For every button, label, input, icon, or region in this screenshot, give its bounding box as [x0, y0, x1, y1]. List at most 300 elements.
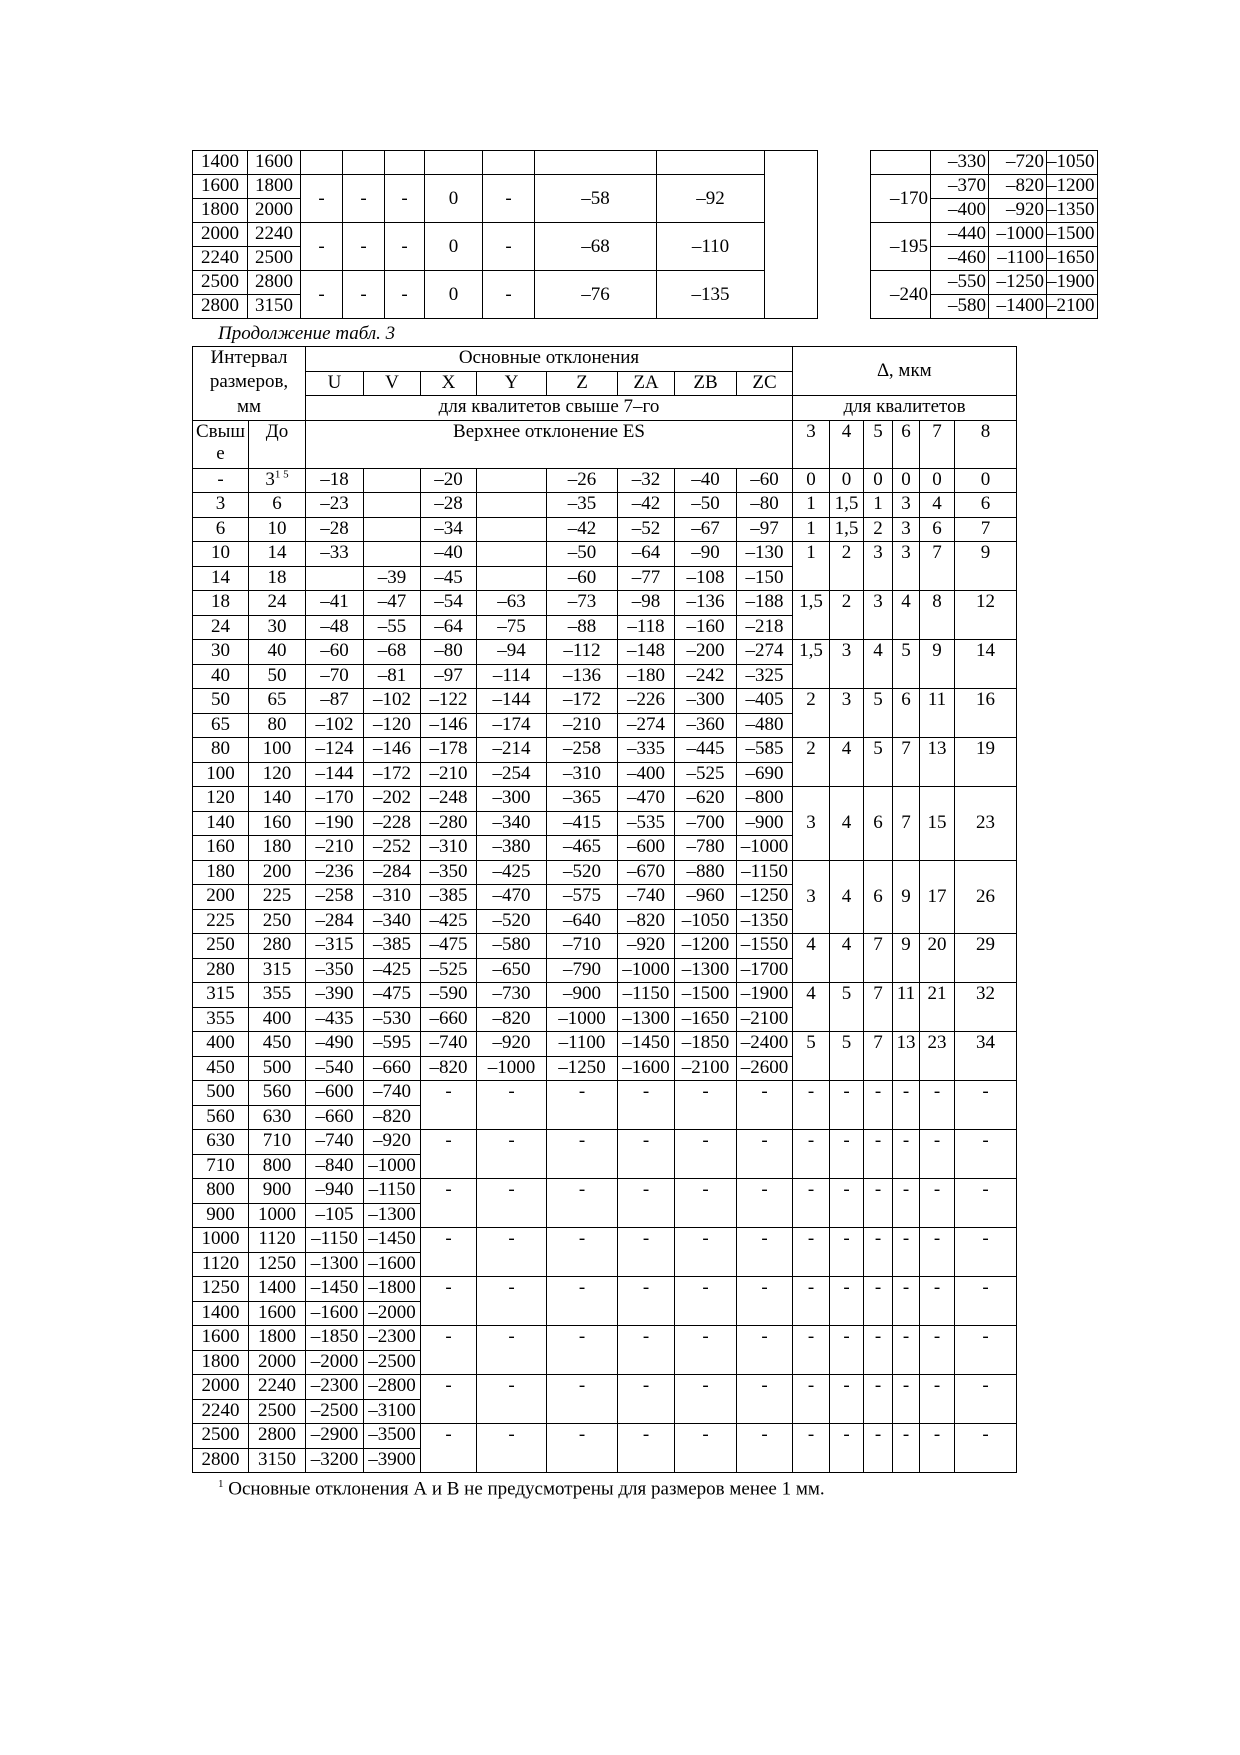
cell-za: –77 — [618, 566, 675, 591]
cell-zb: –1300 — [675, 958, 737, 983]
cell-y: –580 — [477, 934, 547, 959]
cell-zc: –2600 — [737, 1056, 793, 1081]
cell-u: –2000 — [306, 1350, 364, 1375]
dash-cell: - — [955, 1228, 1017, 1277]
cell-x: –350 — [421, 860, 477, 885]
cell-z: –1100 — [547, 1032, 618, 1057]
cell-y: –730 — [477, 983, 547, 1008]
row-to: 500 — [249, 1056, 306, 1081]
delta-grade-5: 5 — [864, 738, 893, 787]
top-gap — [765, 151, 818, 175]
header-upper-es: Верхнее отклонение ES — [306, 420, 793, 468]
dash-cell: - — [793, 1228, 830, 1277]
cell-x: –425 — [421, 909, 477, 934]
cell-u: –740 — [306, 1130, 364, 1155]
delta-grade-4: 2 — [830, 591, 864, 640]
top-from: 2800 — [193, 295, 248, 319]
cell-v: –1150 — [364, 1179, 421, 1204]
top-gap — [765, 247, 818, 271]
delta-grade-6: 4 — [893, 591, 920, 640]
cell-x: –28 — [421, 493, 477, 518]
cell-u: –28 — [306, 517, 364, 542]
top-spacer — [818, 175, 871, 199]
cell-za: –42 — [618, 493, 675, 518]
cell-v: –228 — [364, 811, 421, 836]
table-row — [193, 542, 1017, 567]
delta-grade-3: 3 — [793, 860, 830, 934]
top-cell-v — [343, 151, 385, 175]
top-table-fragment — [192, 150, 1098, 319]
top-cell-x: - — [385, 223, 425, 271]
top-d6: –440 — [931, 223, 989, 247]
dash-cell: - — [955, 1326, 1017, 1375]
cell-zc: –585 — [737, 738, 793, 763]
top-d8: –1900 — [1047, 271, 1098, 295]
delta-grade-6: 9 — [893, 860, 920, 934]
top-cell-y: 0 — [425, 175, 483, 223]
cell-x: –385 — [421, 885, 477, 910]
dash-cell: - — [737, 1277, 793, 1326]
dash-cell: - — [477, 1424, 547, 1473]
cell-y: –254 — [477, 762, 547, 787]
top-cell-y — [425, 151, 483, 175]
cell-zc: –1000 — [737, 836, 793, 861]
top-spacer — [818, 223, 871, 247]
cell-z: –790 — [547, 958, 618, 983]
delta-grade-7: 11 — [920, 689, 955, 738]
cell-zb: –445 — [675, 738, 737, 763]
header-grade-7: 7 — [920, 420, 955, 468]
delta-grade-8: 0 — [955, 468, 1017, 493]
dash-cell: - — [547, 1326, 618, 1375]
cell-za: –600 — [618, 836, 675, 861]
dash-cell: - — [421, 1424, 477, 1473]
cell-v: –1800 — [364, 1277, 421, 1302]
row-from: 100 — [193, 762, 249, 787]
cell-u: –350 — [306, 958, 364, 983]
cell-v: –530 — [364, 1007, 421, 1032]
cell-u: –124 — [306, 738, 364, 763]
top-spacer — [818, 271, 871, 295]
cell-zb: –1500 — [675, 983, 737, 1008]
cell-u: –60 — [306, 640, 364, 665]
cell-u: –70 — [306, 664, 364, 689]
top-gap — [765, 271, 818, 295]
dash-cell: - — [864, 1375, 893, 1424]
top-to: 1800 — [248, 175, 301, 199]
cell-zc: –480 — [737, 713, 793, 738]
cell-zb: –242 — [675, 664, 737, 689]
top-gap — [765, 199, 818, 223]
cell-v: –172 — [364, 762, 421, 787]
cell-z: –136 — [547, 664, 618, 689]
row-to: 1000 — [249, 1203, 306, 1228]
cell-u: –315 — [306, 934, 364, 959]
cell-v: –1450 — [364, 1228, 421, 1253]
cell-zc: –405 — [737, 689, 793, 714]
cell-y: –144 — [477, 689, 547, 714]
row-from: 1600 — [193, 1326, 249, 1351]
table-row — [193, 640, 1017, 665]
table-row — [193, 1326, 1017, 1351]
row-to: 2000 — [249, 1350, 306, 1375]
dash-cell: - — [737, 1326, 793, 1375]
row-to: 2240 — [249, 1375, 306, 1400]
cell-zc: –1350 — [737, 909, 793, 934]
top-cell-u: - — [301, 223, 343, 271]
cell-u: –258 — [306, 885, 364, 910]
delta-grade-5: 7 — [864, 1032, 893, 1081]
cell-z: –575 — [547, 885, 618, 910]
header-letter-za: ZA — [618, 371, 675, 396]
top-d7: –1100 — [989, 247, 1047, 271]
top-d6: –580 — [931, 295, 989, 319]
cell-v: –310 — [364, 885, 421, 910]
cell-zb: –108 — [675, 566, 737, 591]
top-cell-z: - — [483, 271, 535, 319]
top-cell-za: –58 — [535, 175, 657, 223]
delta-grade-6: 3 — [893, 542, 920, 591]
cell-y: –820 — [477, 1007, 547, 1032]
cell-z: –172 — [547, 689, 618, 714]
cell-y: –1000 — [477, 1056, 547, 1081]
cell-v: –3100 — [364, 1399, 421, 1424]
header-interval-text-2: размеров, — [209, 371, 289, 392]
cell-u: –18 — [306, 468, 364, 493]
cell-y — [477, 493, 547, 518]
cell-u: –144 — [306, 762, 364, 787]
top-from: 1600 — [193, 175, 248, 199]
delta-grade-8: 14 — [955, 640, 1017, 689]
row-from: - — [193, 468, 249, 493]
dash-cell: - — [893, 1228, 920, 1277]
cell-v: –475 — [364, 983, 421, 1008]
top-cell-z — [483, 151, 535, 175]
cell-v: –47 — [364, 591, 421, 616]
cell-u: –435 — [306, 1007, 364, 1032]
row-to: 1400 — [249, 1277, 306, 1302]
cell-v: –740 — [364, 1081, 421, 1106]
cell-x: –97 — [421, 664, 477, 689]
cell-x: –20 — [421, 468, 477, 493]
delta-grade-8: 16 — [955, 689, 1017, 738]
cell-zb: –1850 — [675, 1032, 737, 1057]
cell-za: –1600 — [618, 1056, 675, 1081]
cell-v: –660 — [364, 1056, 421, 1081]
cell-zb: –700 — [675, 811, 737, 836]
header-letter-y: Y — [477, 371, 547, 396]
row-to: 2800 — [249, 1424, 306, 1449]
delta-grade-5: 0 — [864, 468, 893, 493]
top-d6: –330 — [931, 151, 989, 175]
delta-grade-6: 3 — [893, 517, 920, 542]
top-cell-v: - — [343, 175, 385, 223]
cell-x: –122 — [421, 689, 477, 714]
cell-u: –190 — [306, 811, 364, 836]
row-from: 30 — [193, 640, 249, 665]
header-grade-3: 3 — [793, 420, 830, 468]
cell-zb: –620 — [675, 787, 737, 812]
row-from: 225 — [193, 909, 249, 934]
cell-z: –710 — [547, 934, 618, 959]
cell-v: –385 — [364, 934, 421, 959]
row-to: 30 — [249, 615, 306, 640]
row-from: 65 — [193, 713, 249, 738]
table-row — [193, 1179, 1017, 1204]
cell-za: –274 — [618, 713, 675, 738]
dash-cell: - — [955, 1375, 1017, 1424]
top-spacer — [818, 247, 871, 271]
table-row — [193, 1130, 1017, 1155]
top-d8: –1050 — [1047, 151, 1098, 175]
row-to: 1250 — [249, 1252, 306, 1277]
row-to: 225 — [249, 885, 306, 910]
delta-grade-5: 6 — [864, 787, 893, 861]
delta-grade-8: 19 — [955, 738, 1017, 787]
dash-cell: - — [737, 1375, 793, 1424]
cell-x: –525 — [421, 958, 477, 983]
row-from: 2240 — [193, 1399, 249, 1424]
top-gap — [765, 223, 818, 247]
cell-zc: –1250 — [737, 885, 793, 910]
cell-zc: –60 — [737, 468, 793, 493]
row-to: 1600 — [249, 1301, 306, 1326]
cell-x: –146 — [421, 713, 477, 738]
delta-grade-6: 7 — [893, 787, 920, 861]
cell-v: –102 — [364, 689, 421, 714]
cell-y — [477, 517, 547, 542]
delta-grade-8: 7 — [955, 517, 1017, 542]
cell-u: –3200 — [306, 1448, 364, 1473]
row-from: 6 — [193, 517, 249, 542]
dash-cell: - — [477, 1326, 547, 1375]
row-from: 140 — [193, 811, 249, 836]
cell-u: –2500 — [306, 1399, 364, 1424]
table-row — [193, 1277, 1017, 1302]
row-from: 560 — [193, 1105, 249, 1130]
dash-cell: - — [793, 1277, 830, 1326]
header-letter-v: V — [364, 371, 421, 396]
delta-grade-3: 1 — [793, 517, 830, 542]
cell-u: –490 — [306, 1032, 364, 1057]
header-for-grades-above: для квалитетов свыше 7–го — [306, 396, 793, 421]
table-row — [193, 1424, 1017, 1449]
dash-cell: - — [830, 1179, 864, 1228]
dash-cell: - — [675, 1277, 737, 1326]
dash-cell: - — [920, 1375, 955, 1424]
cell-u: –940 — [306, 1179, 364, 1204]
cell-za: –920 — [618, 934, 675, 959]
cell-u: –660 — [306, 1105, 364, 1130]
cell-zb: –1650 — [675, 1007, 737, 1032]
row-to: 3150 — [249, 1448, 306, 1473]
top-cell-u — [301, 151, 343, 175]
delta-grade-5: 3 — [864, 542, 893, 591]
cell-v: –2300 — [364, 1326, 421, 1351]
cell-v — [364, 468, 421, 493]
cell-v: –3900 — [364, 1448, 421, 1473]
top-to: 2240 — [248, 223, 301, 247]
dash-cell: - — [675, 1326, 737, 1375]
top-gap — [765, 175, 818, 199]
top-d7: –820 — [989, 175, 1047, 199]
top-table-row — [193, 151, 1098, 175]
top-d5 — [871, 151, 931, 175]
dash-cell: - — [793, 1179, 830, 1228]
row-to: 160 — [249, 811, 306, 836]
cell-u: –390 — [306, 983, 364, 1008]
dash-cell: - — [675, 1081, 737, 1130]
cell-zb: –300 — [675, 689, 737, 714]
table-row — [193, 1375, 1017, 1400]
cell-z: –900 — [547, 983, 618, 1008]
dash-cell: - — [864, 1326, 893, 1375]
cell-z: –1000 — [547, 1007, 618, 1032]
cell-z: –258 — [547, 738, 618, 763]
table-row — [193, 517, 1017, 542]
table-row — [193, 1228, 1017, 1253]
footnote-mark: 1 — [218, 1478, 224, 1490]
row-from: 180 — [193, 860, 249, 885]
header-delta: ∆, мкм — [793, 347, 1017, 396]
row-from: 1800 — [193, 1350, 249, 1375]
cell-zc: –2400 — [737, 1032, 793, 1057]
header-interval-line3 — [193, 396, 306, 421]
dash-cell: - — [477, 1130, 547, 1179]
top-d5: –195 — [871, 223, 931, 271]
cell-u: –600 — [306, 1081, 364, 1106]
dash-cell: - — [920, 1130, 955, 1179]
delta-grade-4: 0 — [830, 468, 864, 493]
table-row — [193, 1081, 1017, 1106]
cell-v — [364, 493, 421, 518]
top-cell-z: - — [483, 175, 535, 223]
top-d7: –1250 — [989, 271, 1047, 295]
delta-grade-8: 12 — [955, 591, 1017, 640]
cell-zb: –1200 — [675, 934, 737, 959]
dash-cell: - — [830, 1081, 864, 1130]
cell-za: –64 — [618, 542, 675, 567]
row-from: 120 — [193, 787, 249, 812]
footnote-text: Основные отклонения А и В не предусмотрены для размеров менее 1 мм. — [228, 1478, 825, 1500]
cell-zb: –1050 — [675, 909, 737, 934]
delta-grade-7: 6 — [920, 517, 955, 542]
row-from: 1000 — [193, 1228, 249, 1253]
row-from: 14 — [193, 566, 249, 591]
dash-cell: - — [793, 1130, 830, 1179]
delta-grade-3: 1 — [793, 493, 830, 518]
dash-cell: - — [893, 1081, 920, 1130]
top-d8: –1200 — [1047, 175, 1098, 199]
dash-cell: - — [737, 1081, 793, 1130]
cell-x: –178 — [421, 738, 477, 763]
top-cell-v: - — [343, 271, 385, 319]
dash-cell: - — [864, 1228, 893, 1277]
cell-y — [477, 542, 547, 567]
cell-zc: –900 — [737, 811, 793, 836]
row-to: 630 — [249, 1105, 306, 1130]
delta-grade-5: 3 — [864, 591, 893, 640]
header-grade-4: 4 — [830, 420, 864, 468]
dash-cell: - — [830, 1326, 864, 1375]
cell-x: –64 — [421, 615, 477, 640]
delta-grade-5: 2 — [864, 517, 893, 542]
row-to: 1800 — [249, 1326, 306, 1351]
delta-grade-3: 3 — [793, 787, 830, 861]
dash-cell: - — [477, 1228, 547, 1277]
cell-y — [477, 566, 547, 591]
dash-cell: - — [547, 1424, 618, 1473]
cell-u: –170 — [306, 787, 364, 812]
delta-grade-5: 5 — [864, 689, 893, 738]
cell-x: –280 — [421, 811, 477, 836]
delta-grade-5: 1 — [864, 493, 893, 518]
cell-x: –54 — [421, 591, 477, 616]
cell-z: –60 — [547, 566, 618, 591]
row-from: 450 — [193, 1056, 249, 1081]
table-row — [193, 934, 1017, 959]
cell-z: –465 — [547, 836, 618, 861]
dash-cell: - — [737, 1179, 793, 1228]
cell-v: –81 — [364, 664, 421, 689]
delta-grade-4: 5 — [830, 1032, 864, 1081]
row-to: 710 — [249, 1130, 306, 1155]
delta-grade-3: 1,5 — [793, 591, 830, 640]
delta-grade-6: 3 — [893, 493, 920, 518]
table-row — [193, 787, 1017, 812]
table-row — [193, 468, 1017, 493]
cell-zc: –690 — [737, 762, 793, 787]
row-from: 80 — [193, 738, 249, 763]
delta-grade-7: 8 — [920, 591, 955, 640]
row-to: 50 — [249, 664, 306, 689]
row-to: 10 — [249, 517, 306, 542]
row-to: 800 — [249, 1154, 306, 1179]
cell-z: –73 — [547, 591, 618, 616]
dash-cell: - — [675, 1424, 737, 1473]
dash-cell: - — [618, 1179, 675, 1228]
cell-v: –2000 — [364, 1301, 421, 1326]
top-to: 2000 — [248, 199, 301, 223]
cell-u — [306, 566, 364, 591]
cell-zc: –218 — [737, 615, 793, 640]
row-to: 560 — [249, 1081, 306, 1106]
cell-za: –740 — [618, 885, 675, 910]
row-from: 1250 — [193, 1277, 249, 1302]
cell-u: –2300 — [306, 1375, 364, 1400]
row-to: 400 — [249, 1007, 306, 1032]
dash-cell: - — [920, 1081, 955, 1130]
cell-y: –94 — [477, 640, 547, 665]
header-grade-6: 6 — [893, 420, 920, 468]
cell-zc: –325 — [737, 664, 793, 689]
delta-grade-4: 5 — [830, 983, 864, 1032]
dash-cell: - — [477, 1375, 547, 1424]
delta-grade-3: 5 — [793, 1032, 830, 1081]
cell-za: –118 — [618, 615, 675, 640]
row-to: 355 — [249, 983, 306, 1008]
cell-y: –425 — [477, 860, 547, 885]
cell-z: –640 — [547, 909, 618, 934]
row-from: 900 — [193, 1203, 249, 1228]
deviation-table — [192, 346, 1017, 1473]
cell-u: –284 — [306, 909, 364, 934]
cell-zc: –97 — [737, 517, 793, 542]
cell-y: –650 — [477, 958, 547, 983]
top-cell-z: - — [483, 223, 535, 271]
row-from: 10 — [193, 542, 249, 567]
dash-cell: - — [547, 1179, 618, 1228]
